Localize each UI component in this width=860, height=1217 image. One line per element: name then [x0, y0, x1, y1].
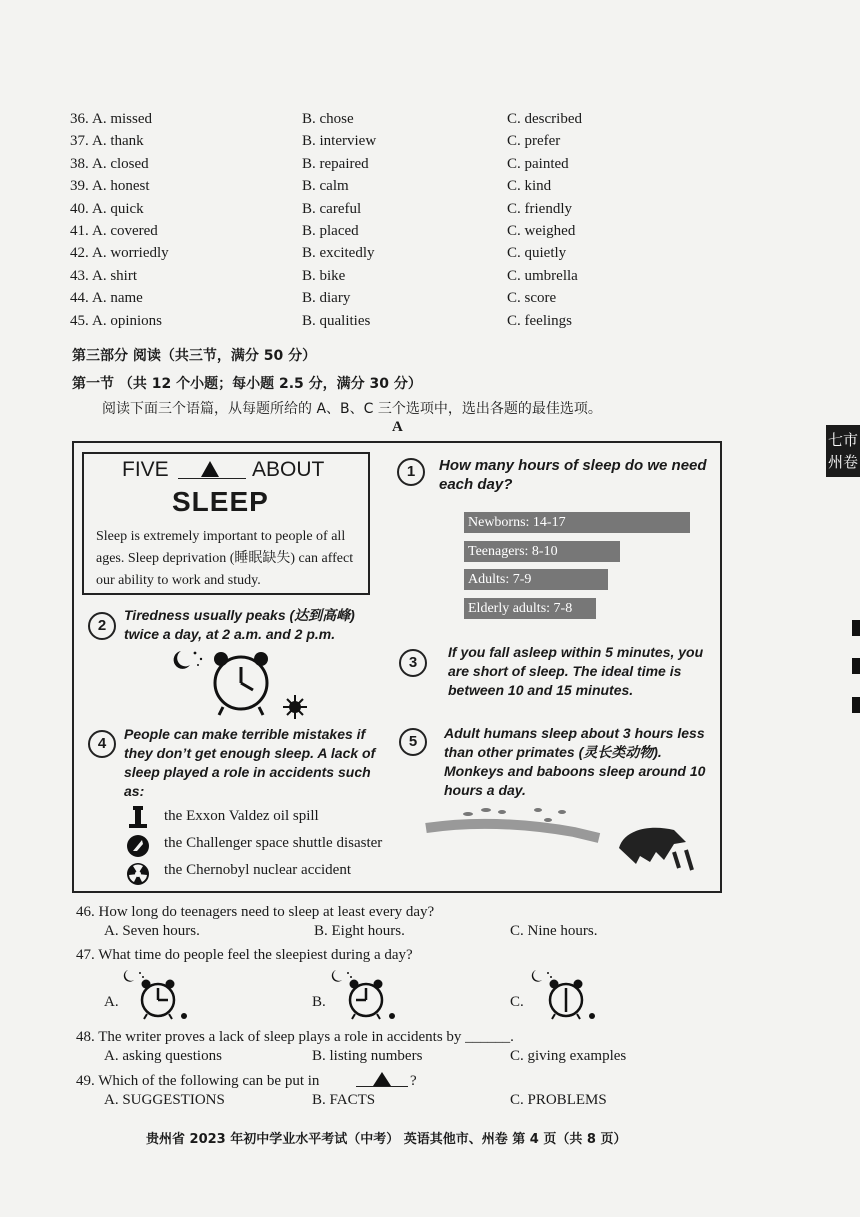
option-a[interactable]: A. quick — [92, 200, 144, 217]
q49-option-b[interactable]: B. FACTS — [312, 1092, 376, 1108]
option-b[interactable]: B. qualities — [302, 312, 371, 329]
oil-rig-icon — [129, 806, 147, 828]
side-tab-line-1: 七市 — [827, 431, 858, 449]
title-sleep: SLEEP — [172, 486, 269, 517]
edge-mark — [852, 697, 860, 713]
q48-option-a[interactable]: A. asking questions — [104, 1048, 222, 1064]
title-five: FIVE — [122, 458, 169, 481]
question-48: 48. The writer proves a lack of sleep plays a role in accidents by ______. — [76, 1029, 514, 1045]
shuttle-icon — [127, 835, 149, 857]
option-a[interactable]: A. opinions — [92, 312, 163, 329]
sleep-bar: Newborns: 14-17 — [464, 512, 690, 533]
point-3-badge: 3 — [399, 649, 427, 677]
option-b[interactable]: B. repaired — [302, 155, 369, 172]
option-row-number: 39. — [70, 178, 89, 195]
q46-option-b[interactable]: B. Eight hours. — [314, 923, 405, 939]
radiation-icon — [127, 863, 149, 885]
point-5-text: Adult humans sleep about 3 hours less than other primates (灵长类动物). Monkeys and baboons sleep around 10 hours a day. — [444, 725, 706, 798]
question-49: 49. Which of the following can be put in — [76, 1073, 320, 1089]
triangle-icon — [372, 1071, 392, 1087]
option-a[interactable]: A. name — [92, 290, 143, 307]
option-row-number: 38. — [70, 155, 89, 172]
option-row-number: 43. — [70, 267, 89, 284]
option-a[interactable]: A. closed — [92, 155, 149, 172]
option-c[interactable]: C. score — [507, 290, 557, 307]
option-b[interactable]: B. diary — [302, 290, 351, 307]
alarm-clock-icon — [120, 966, 200, 1022]
point-1-badge: 1 — [397, 458, 425, 486]
accident-icons — [124, 804, 154, 890]
page-footer: 贵州省 2023 年初中学业水平考试（中考） 英语其他市、州卷 第 4 页（共 8 页） — [146, 1132, 627, 1147]
option-row-number: 36. — [70, 111, 89, 127]
accident-item: the Exxon Valdez oil spill — [164, 808, 319, 824]
option-row-number: 41. — [70, 223, 89, 239]
sleep-bar: Adults: 7-9 — [464, 569, 608, 590]
sleep-bar: Elderly adults: 7-8 — [464, 598, 596, 619]
side-tab — [826, 425, 860, 477]
point-3-text: If you fall asleep within 5 minutes, you are short of sleep. The ideal time is between 10 and 15 minutes. — [448, 644, 704, 698]
option-a[interactable]: A. missed — [92, 111, 152, 127]
accident-item: the Challenger space shuttle disaster — [164, 835, 383, 851]
option-row-number: 44. — [70, 290, 89, 307]
point-2-badge: 2 — [88, 612, 116, 640]
option-c[interactable]: C. described — [507, 111, 582, 127]
option-row-number: 37. — [70, 133, 89, 150]
q47-option-a[interactable]: A. — [104, 994, 119, 1010]
title-about: ABOUT — [252, 458, 325, 481]
sleep-bar: Teenagers: 8-10 — [464, 541, 620, 562]
option-b[interactable]: B. excitedly — [302, 245, 375, 262]
option-c[interactable]: C. prefer — [507, 133, 561, 150]
option-a[interactable]: A. worriedly — [92, 245, 169, 262]
option-b[interactable]: B. calm — [302, 178, 349, 195]
q47-option-c[interactable]: C. — [510, 994, 524, 1010]
question-47: 47. What time do people feel the sleepiest during a day? — [76, 947, 413, 963]
option-a[interactable]: A. honest — [92, 178, 150, 195]
q47-option-b[interactable]: B. — [312, 994, 326, 1010]
infographic-title-box — [82, 452, 370, 595]
point-1-text: How many hours of sleep do we need each day? — [439, 457, 707, 493]
option-c[interactable]: C. weighed — [507, 223, 576, 239]
option-b[interactable]: B. interview — [302, 133, 377, 150]
alarm-clock-icon — [528, 966, 608, 1022]
option-b[interactable]: B. chose — [302, 111, 354, 127]
triangle-icon — [200, 460, 220, 478]
option-a[interactable]: A. covered — [92, 223, 158, 239]
option-c[interactable]: C. feelings — [507, 312, 572, 329]
q49-end: ? — [410, 1073, 417, 1089]
edge-mark — [852, 620, 860, 636]
q46-option-c[interactable]: C. Nine hours. — [510, 923, 598, 939]
edge-mark — [852, 658, 860, 674]
option-c[interactable]: C. friendly — [507, 200, 572, 217]
sleeping-monkey-illustration — [424, 800, 714, 880]
option-c[interactable]: C. kind — [507, 178, 552, 195]
section1-heading: 第一节 （共 12 个小题；每小题 2.5 分，满分 30 分） — [72, 376, 422, 392]
question-46: 46. How long do teenagers need to sleep at least every day? — [76, 904, 435, 920]
option-row-number: 42. — [70, 245, 89, 262]
option-a[interactable]: A. thank — [92, 133, 144, 150]
alarm-clock-2am-icon — [165, 645, 315, 720]
point-4-badge: 4 — [88, 730, 116, 758]
q49-option-a[interactable]: A. SUGGESTIONS — [104, 1092, 225, 1108]
intro-text: Sleep is extremely important to people of all ages. Sleep deprivation (睡眠缺失) can affect our ability to work and study. — [96, 529, 354, 588]
option-row-number: 40. — [70, 200, 89, 217]
q48-option-c[interactable]: C. giving examples — [510, 1048, 627, 1064]
option-c[interactable]: C. umbrella — [507, 267, 578, 284]
q46-option-a[interactable]: A. Seven hours. — [104, 923, 200, 939]
option-c[interactable]: C. painted — [507, 155, 569, 172]
point-4-text: People can make terrible mistakes if they don’t get enough sleep. A lack of sleep played a role in accidents such as: — [124, 726, 376, 799]
alarm-clock-icon — [328, 966, 408, 1022]
option-c[interactable]: C. quietly — [507, 245, 567, 262]
option-b[interactable]: B. careful — [302, 200, 362, 217]
part3-heading: 第三部分 阅读（共三节，满分 50 分） — [72, 348, 317, 364]
accident-item: the Chernobyl nuclear accident — [164, 862, 352, 878]
option-row-number: 45. — [70, 312, 89, 329]
point-5-badge: 5 — [399, 728, 427, 756]
q49-option-c[interactable]: C. PROBLEMS — [510, 1092, 607, 1108]
point-2-text: Tiredness usually peaks (达到高峰) twice a day, at 2 a.m. and 2 p.m. — [124, 607, 355, 642]
q48-option-b[interactable]: B. listing numbers — [312, 1048, 423, 1064]
option-b[interactable]: B. placed — [302, 223, 359, 239]
reading-instruction: 阅读下面三个语篇，从每题所给的 A、B、C 三个选项中，选出各题的最佳选项。 — [102, 401, 602, 417]
passage-label: A — [392, 419, 403, 435]
side-tab-line-2: 州卷 — [827, 453, 858, 471]
option-b[interactable]: B. bike — [302, 267, 346, 284]
option-a[interactable]: A. shirt — [92, 267, 137, 284]
title-blank-line — [178, 478, 246, 479]
